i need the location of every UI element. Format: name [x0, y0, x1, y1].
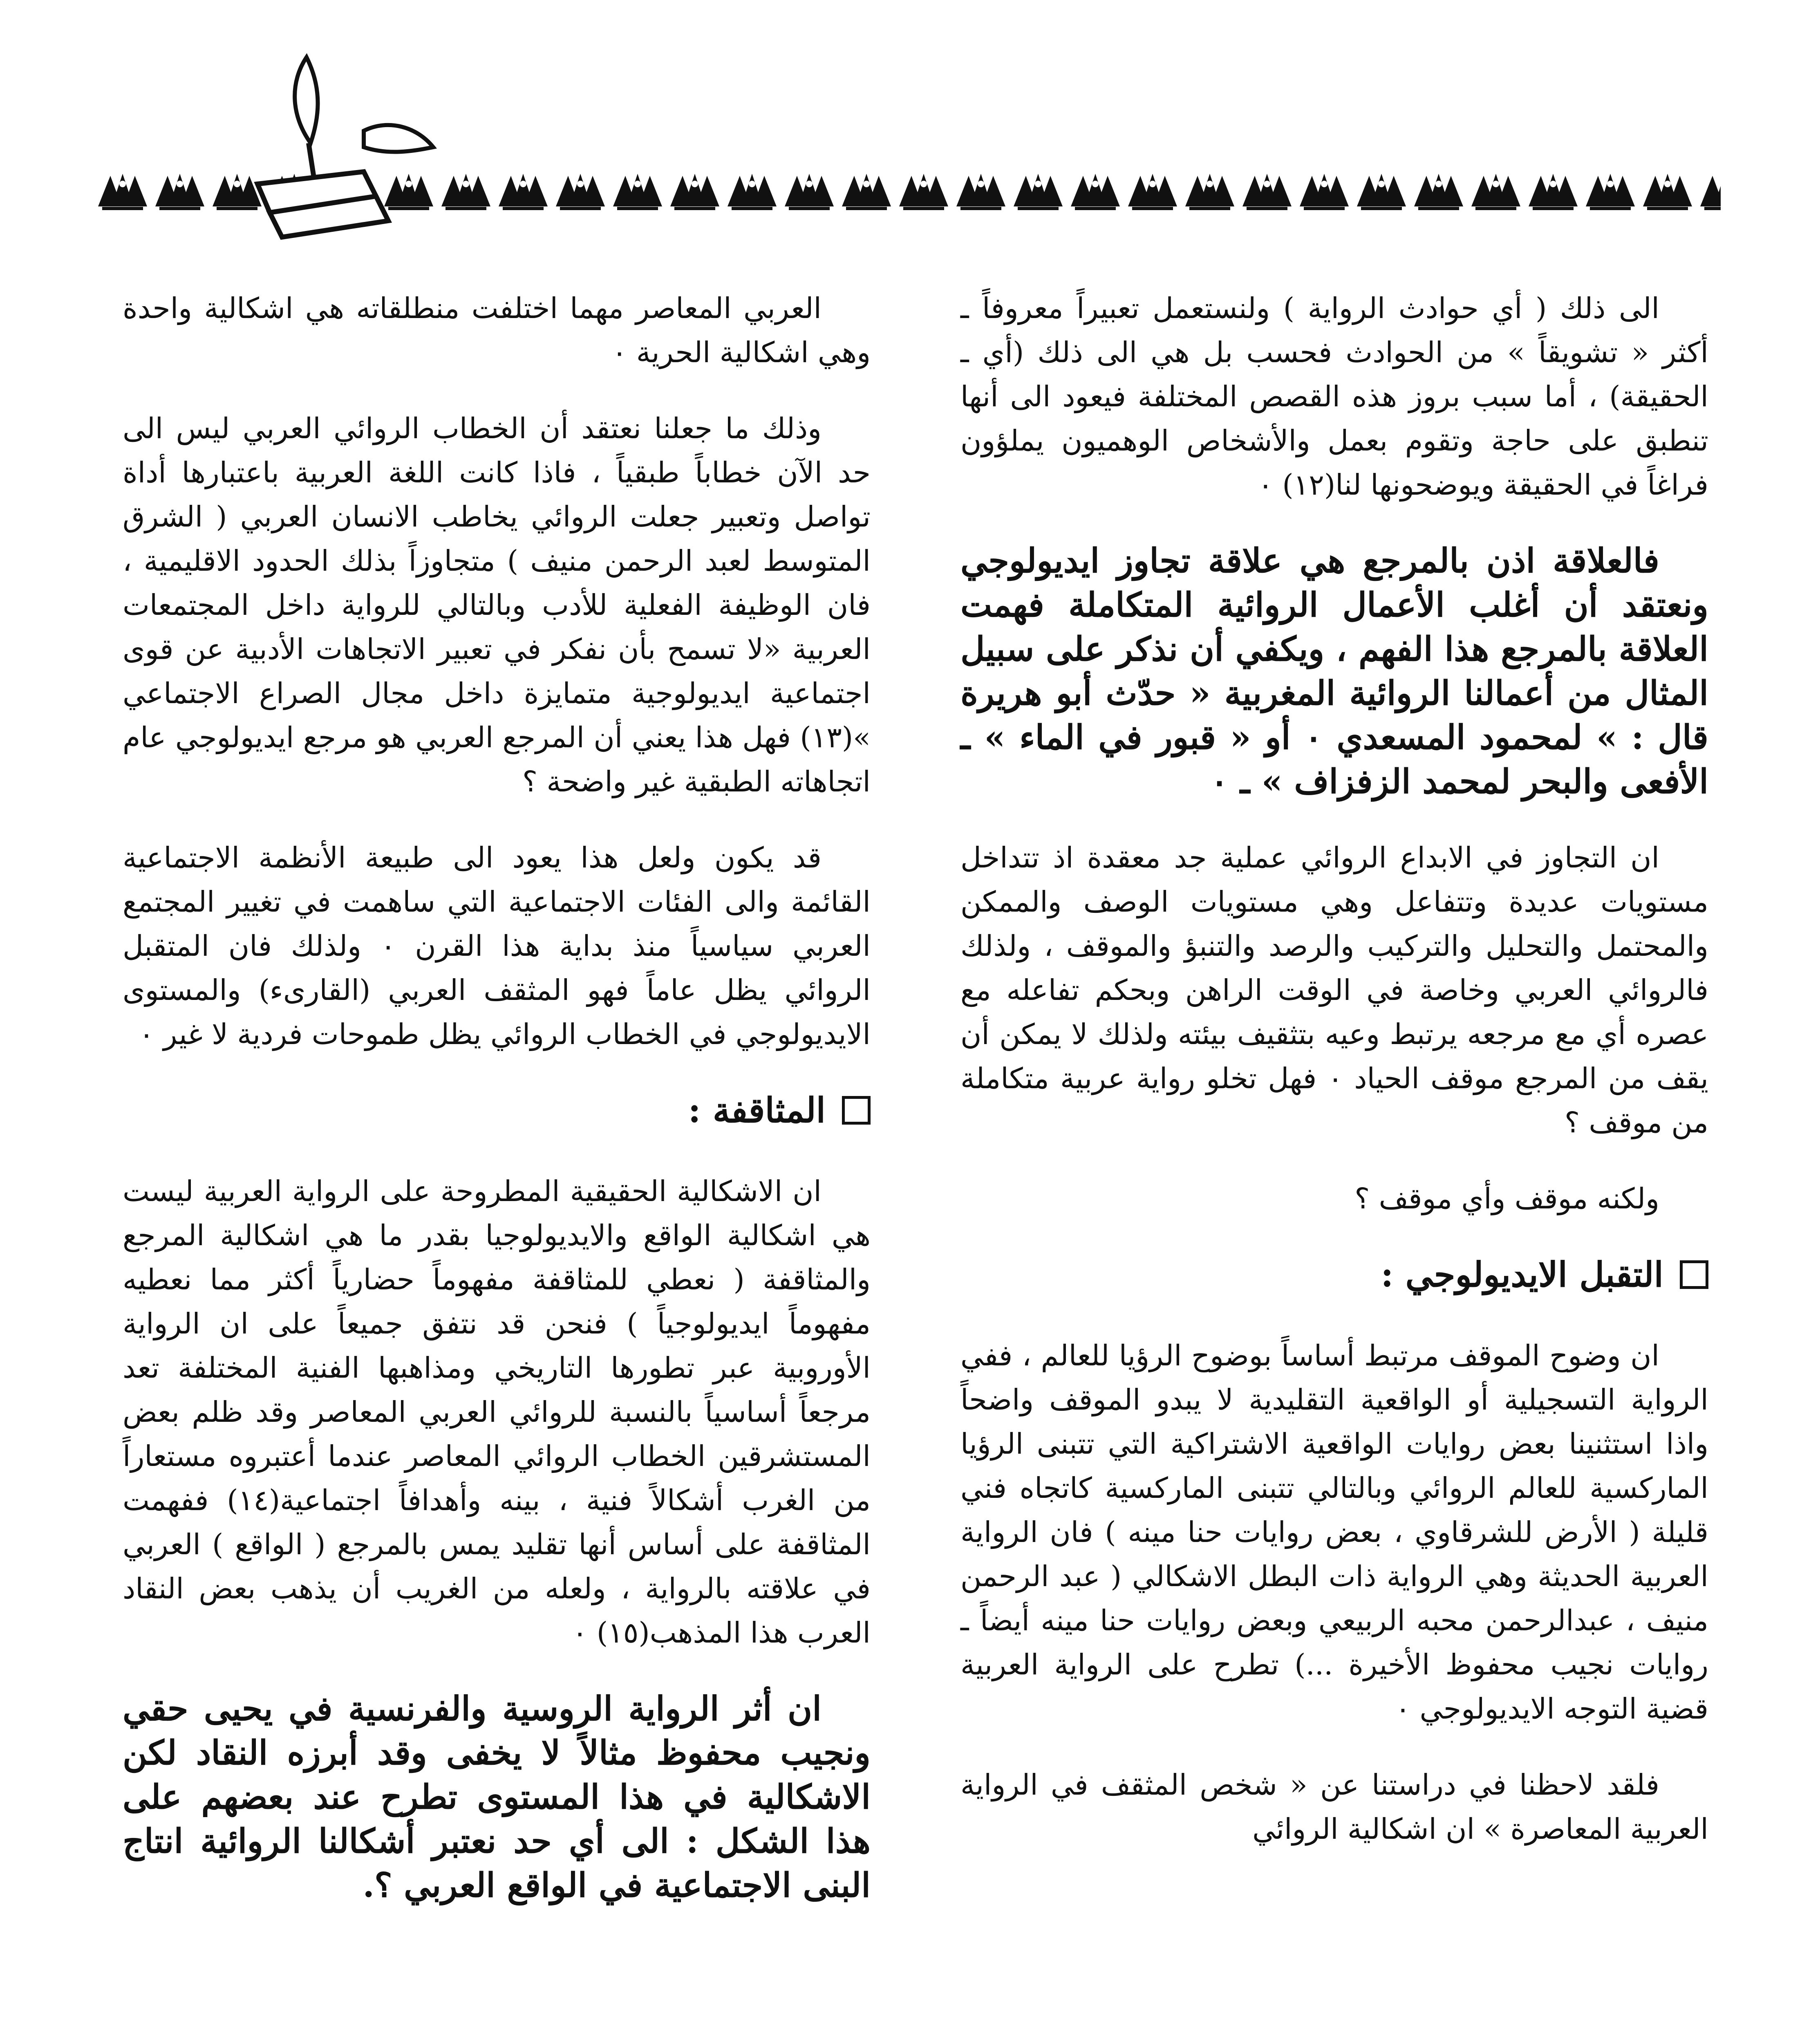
paragraph: ان التجاوز في الابداع الروائي عملية جد معقدة اذ تتداخل مستويات عديدة وتتفاعل وهي مستويات الوصف والممكن والمحتمل والتحليل والتركيب والرصد والتنبؤ والموقف ، ولذلك فالروائي العربي وخاصة في الوقت الراهن وبحكم تفاعله مع عصره أي مع مرجعه يرتبط وعيه بتثقيف بيئته ولذلك لا يمكن أن يقف من المرجع موقف الحياد ٠ فهل تخلو رواية عربية متكاملة من موقف ؟: [960, 841, 1708, 1139]
section-heading-text: المثاقفة :: [688, 1090, 826, 1130]
paragraph: قد يكون ولعل هذا يعود الى طبيعة الأنظمة الاجتماعية القائمة والى الفئات الاجتماعية التي ساهمت في تغيير المجتمع العربي سياسياً منذ بداية هذا القرن ٠ ولذلك فان المتقبل الروائي يظل عاماً فهو المثقف العربي (القارىء) والمستوى الايديولوجي في الخطاب الروائي يظل طموحات فردية لا غير ٠: [123, 841, 871, 1051]
page-header: [94, 49, 1721, 229]
right-column: [960, 286, 1708, 1883]
paragraph: فلقد لاحظنا في دراستنا عن « شخص المثقف في الرواية العربية المعاصرة » ان اشكالية الروائي: [960, 1768, 1708, 1846]
checkbox-icon: [842, 1096, 871, 1125]
section-heading-text: التقبل الايديولوجي :: [1381, 1254, 1663, 1295]
bold-paragraph: فالعلاقة اذن بالمرجع هي علاقة تجاوز ايديولوجي ونعتقد أن أغلب الأعمال الروائية المتكاملة فهمت العلاقة بالمرجع هذا الفهم ، ويكفي أن نذكر على سبيل المثال من أعمالنا الروائية المغربية « حدّث أبو هريرة قال : » لمحمود المسعدي ٠ أو « قبور في الماء » ـ الأفعى والبحر لمحمد الزفزاف » ـ ٠: [960, 541, 1708, 801]
paragraph: ان وضوح الموقف مرتبط أساساً بوضوح الرؤيا للعالم ، ففي الرواية التسجيلية أو الواقعية التقليدية لا يبدو الموقف واضحاً واذا استثنينا بعض روايات الواقعية الاشتراكية التي تتبنى الرؤيا الماركسية للعالم الروائي وبالتالي تتبنى الماركسية كاتجاه فني قليلة ( الأرض للشرقاوي ، بعض روايات حنا مينه ) فان الرواية العربية الحديثة وهي الرواية ذات البطل الاشكالي ( عبد الرحمن منيف ، عبدالرحمن محبه الربيعي وبعض روايات حنا مينه أيضاً ـ روايات نجيب محفوظ الأخيرة ...) تطرح على الرواية العربية قضية التوجه الايديولوجي ٠: [960, 1339, 1708, 1726]
paragraph: العربي المعاصر مهما اختلفت منطلقاته هي اشكالية واحدة وهي اشكالية الحرية ٠: [123, 291, 871, 369]
left-column: [123, 286, 871, 1939]
checkbox-icon: [1680, 1260, 1708, 1289]
bold-paragraph: ان أثر الرواية الروسية والفرنسية في يحيى حقي ونجيب محفوظ مثالاً لا يخفى وقد أبرزه النقاد لكن الاشكالية في هذا المستوى تطرح عند بعضهم على هذا الشكل : الى أي حد نعتبر أشكالنا الروائية انتاج البنى الاجتماعية في الواقع العربي ؟.: [123, 1689, 871, 1905]
paragraph: ولكنه موقف وأي موقف ؟: [1354, 1182, 1659, 1215]
section-heading: [123, 1088, 871, 1132]
paragraph: الى ذلك ( أي حوادث الرواية ) ولنستعمل تعبيراً معروفاً ـ أكثر « تشويقاً » من الحوادث فحسب بل هي الى ذلك (أي ـ الحقيقة) ، أما سبب بروز هذه القصص المختلفة فيعود الى أنها تنطبق على حاجة وتقوم بعمل والأشخاص الوهميون يملؤون فراغاً في الحقيقة ويوضحونها لنا(١٢) ٠: [960, 291, 1708, 502]
paragraph: وذلك ما جعلنا نعتقد أن الخطاب الروائي العربي ليس الى حد الآن خطاباً طبقياً ، فاذا كانت اللغة العربية باعتبارها أداة تواصل وتعبير جعلت الروائي يخاطب الانسان العربي ( الشرق المتوسط لعبد الرحمن منيف ) متجاوزاً بذلك الحدود الاقليمية ، فان الوظيفة الفعلية للأدب وبالتالي للرواية داخل المجتمعات العربية «لا تسمح بأن نفكر في تعبير الاتجاهات الأدبية عن قوى اجتماعية ايديولوجية متمايزة داخل مجال الصراع الاجتماعي »(١٣) فهل هذا يعني أن المرجع العربي هو مرجع ايديولوجي عام اتجاهاته الطبقية غير واضحة ؟: [123, 412, 871, 798]
quill-pen-logo: [241, 49, 470, 241]
section-heading: [960, 1253, 1708, 1297]
paragraph: ان الاشكالية الحقيقية المطروحة على الرواية العربية ليست هي اشكالية الواقع والايديولوجيا بقدر ما هي اشكالية المرجع والمثاقفة ( نعطي للمثاقفة مفهوماً حضارياً أكثر مما نعطيه مفهوماً ايديولوجياً ) فنحن قد نتفق جميعاً على ان الرواية الأوروبية عبر تطورها التاريخي ومذاهبها الفنية المختلفة تعد مرجعاً أساسياً بالنسبة للروائي العربي المعاصر وقد ظلم بعض المستشرقين الخطاب الروائي المعاصر عندما أعتبروه مستعاراً من الغرب أشكالاً فنية ، بينه وأهدافاً اجتماعية(١٤) ففهمت المثاقفة على أساس أنها تقليد يمس بالمرجع ( الواقع ) العربي في علاقته بالرواية ، ولعله من الغريب أن يذهب بعض النقاد العرب هذا المذهب(١٥) ٠: [123, 1174, 871, 1650]
